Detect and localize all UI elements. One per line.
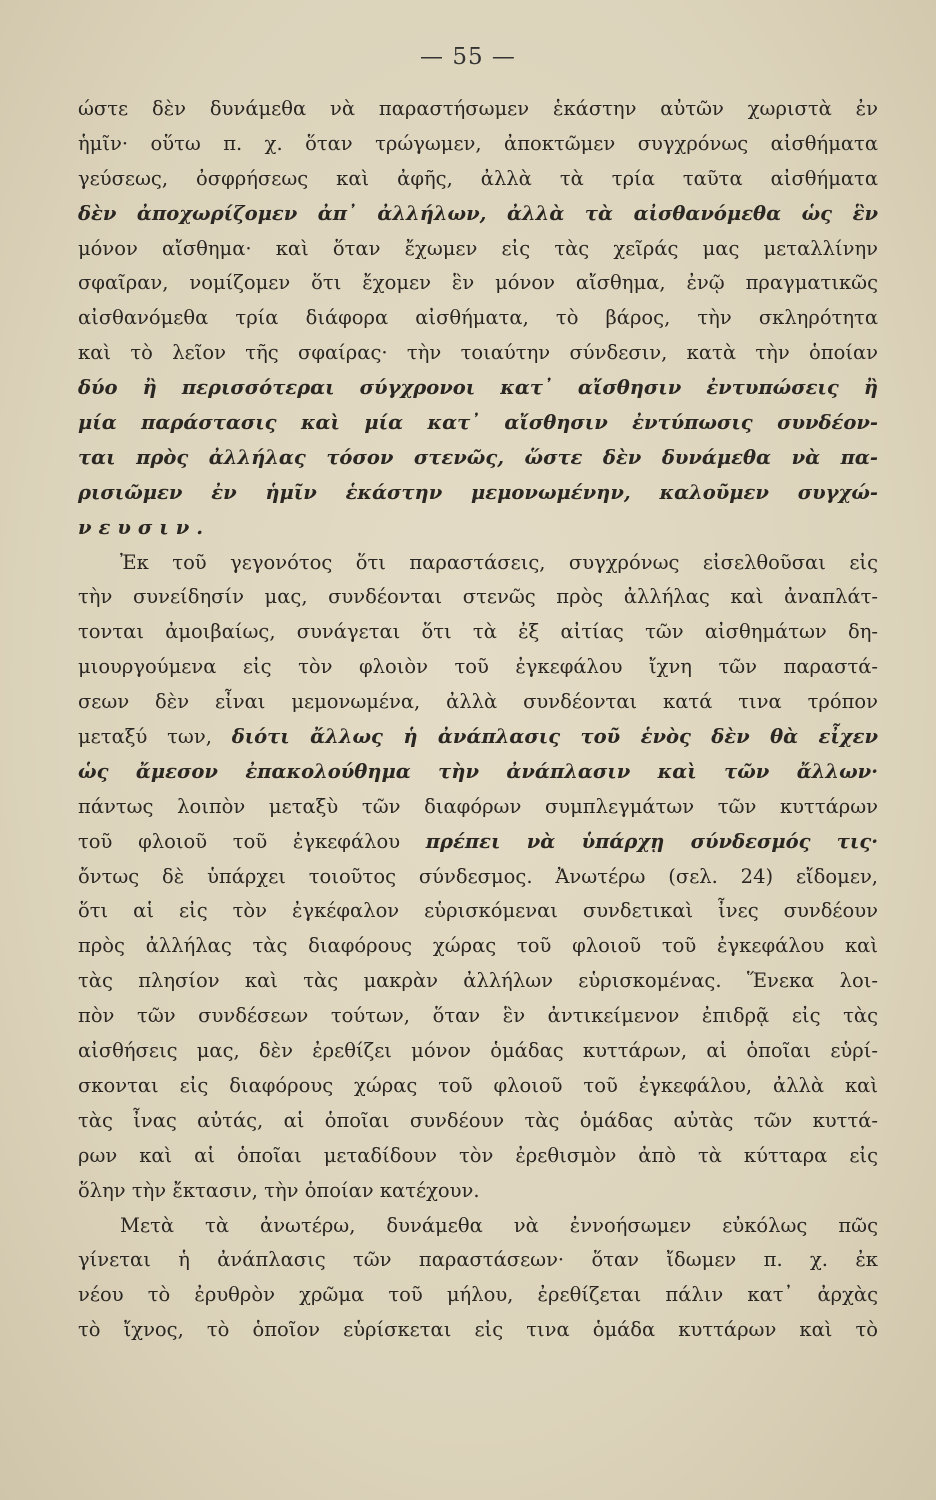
text-line: πάντως λοιπὸν μεταξὺ τῶν διαφόρων συμπλεγμάτων τῶν κυττάρων xyxy=(78,794,878,818)
text-line: ὄντως δὲ ὑπάρχει τοιοῦτος σύνδεσμος. Ἀνωτέρω (σελ. 24) εἴδομεν, xyxy=(78,864,878,888)
text-line-plain: μεταξύ των, xyxy=(78,725,232,749)
text-line: μία παράστασις καὶ μία κατ᾿ αἴσθησιν ἐντύπωσις συνδέον- xyxy=(78,411,878,435)
text-line xyxy=(78,825,878,860)
text-line: νέου τὸ ἐρυθρὸν χρῶμα τοῦ μήλου, ἐρεθίζεται πάλιν κατ᾿ ἀρχὰς xyxy=(78,1283,878,1307)
text-line: τὸ ἴχνος, τὸ ὁποῖον εὑρίσκεται εἰς τινα ὁμάδα κυττάρων καὶ τὸ xyxy=(78,1318,878,1342)
text-line: ὅλην τὴν ἔκτασιν, τὴν ὁποίαν κατέχουν. xyxy=(78,1178,480,1202)
text-line: πὸν τῶν συνδέσεων τούτων, ὅταν ἓν ἀντικείμενον ἐπιδρᾷ εἰς τὰς xyxy=(78,1004,878,1028)
text-line: Μετὰ τὰ ἀνωτέρω, δυνάμεθα νὰ ἐννοήσωμεν εὐκόλως πῶς xyxy=(120,1213,878,1237)
text-line: αἰσθανόμεθα τρία διάφορα αἰσθήματα, τὸ βάρος, τὴν σκληρότητα xyxy=(78,306,878,330)
text-line-plain: τοῦ φλοιοῦ τοῦ ἐγκεφάλου xyxy=(78,829,426,853)
text-line: ρισιῶμεν ἐν ἡμῖν ἑκάστην μεμονωμένην, καλοῦμεν συγχώ- xyxy=(78,480,878,504)
text-line: σκονται εἰς διαφόρους χώρας τοῦ φλοιοῦ τοῦ ἐγκεφάλου, ἀλλὰ καὶ xyxy=(78,1073,878,1097)
text-line: τὴν συνείδησίν μας, συνδέονται στενῶς πρὸς ἀλλήλας καὶ ἀναπλάτ- xyxy=(78,585,878,609)
text-line-emphasis: διότι ἄλλως ἡ ἀνάπλασις τοῦ ἑνὸς δὲν θὰ εἶχεν xyxy=(231,725,878,749)
text-line: δύο ἢ περισσότεραι σύγχρονοι κατ᾿ αἴσθησιν ἐντυπώσεις ἢ xyxy=(78,376,878,400)
text-line: Ἐκ τοῦ γεγονότος ὅτι παραστάσεις, συγχρόνως εἰσελθοῦσαι εἰς xyxy=(120,550,878,574)
text-line: πρὸς ἀλλήλας τὰς διαφόρους χώρας τοῦ φλοιοῦ τοῦ ἐγκεφάλου καὶ xyxy=(78,934,878,958)
text-line: ται πρὸς ἀλλήλας τόσον στενῶς, ὥστε δὲν δυνάμεθα νὰ πα- xyxy=(78,445,878,469)
text-line: μόνον αἴσθημα· καὶ ὅταν ἔχωμεν εἰς τὰς χεῖράς μας μεταλλίνην xyxy=(78,236,878,260)
text-line: τὰς ἶνας αὐτάς, αἱ ὁποῖαι συνδέουν τὰς ὁμάδας αὐτὰς τῶν κυττά- xyxy=(78,1108,878,1132)
text-line: σεων δὲν εἶναι μεμονωμένα, ἀλλὰ συνδέονται κατά τινα τρόπον xyxy=(78,690,878,714)
text-line: δὲν ἀποχωρίζομεν ἀπ᾿ ἀλλήλων, ἀλλὰ τὰ αἰσθανόμεθα ὡς ἓν xyxy=(78,201,878,225)
text-line: γεύσεως, ὀσφρήσεως καὶ ἀφῆς, ἀλλὰ τὰ τρία ταῦτα αἰσθήματα xyxy=(78,166,878,190)
text-line: καὶ τὸ λεῖον τῆς σφαίρας· τὴν τοιαύτην σύνδεσιν, κατὰ τὴν ὁποίαν xyxy=(78,341,878,365)
text-line: ώστε δὲν δυνάμεθα νὰ παραστήσωμεν ἑκάστην αὐτῶν χωριστὰ ἐν xyxy=(78,97,878,120)
text-line: τὰς πλησίον καὶ τὰς μακρὰν ἀλλήλων εὑρισκομένας. Ἕνεκα λοι- xyxy=(78,969,878,993)
text-line: ὡς ἄμεσον ἐπακολούθημα τὴν ἀνάπλασιν καὶ τῶν ἄλλων· xyxy=(78,759,878,783)
text-line: νευσιν. xyxy=(78,515,211,539)
text-line: αἰσθήσεις μας, δὲν ἐρεθίζει μόνον ὁμάδας κυττάρων, αἱ ὁποῖαι εὑρί- xyxy=(78,1039,878,1063)
text-line: μιουργούμενα εἰς τὸν φλοιὸν τοῦ ἐγκεφάλου ἴχνη τῶν παραστά- xyxy=(78,655,878,679)
text-line xyxy=(78,720,878,755)
text-line-emphasis: πρέπει νὰ ὑπάρχῃ σύνδεσμός τις· xyxy=(425,829,878,853)
text-line: τονται ἀμοιβαίως, συνάγεται ὅτι τὰ ἐξ αἰτίας τῶν αἰσθημάτων δη- xyxy=(78,620,878,644)
text-line: ὅτι αἱ εἰς τὸν ἐγκέφαλον εὑρισκόμεναι συνδετικαὶ ἶνες συνδέουν xyxy=(78,899,878,923)
text-line: σφαῖραν, νομίζομεν ὅτι ἔχομεν ἓν μόνον αἴσθημα, ἐνῷ πραγματικῶς xyxy=(78,271,878,295)
page-number: — 55 — xyxy=(420,44,516,70)
text-line: ἡμῖν· οὕτω π. χ. ὅταν τρώγωμεν, ἀποκτῶμεν συγχρόνως αἰσθήματα xyxy=(78,131,878,155)
text-line: ρων καὶ αἱ ὁποῖαι μεταδίδουν τὸν ἐρεθισμὸν ἀπὸ τὰ κύτταρα εἰς xyxy=(78,1143,878,1167)
body-text xyxy=(78,92,878,1348)
text-line: γίνεται ἡ ἀνάπλασις τῶν παραστάσεων· ὅταν ἴδωμεν π. χ. ἐκ xyxy=(78,1248,878,1272)
